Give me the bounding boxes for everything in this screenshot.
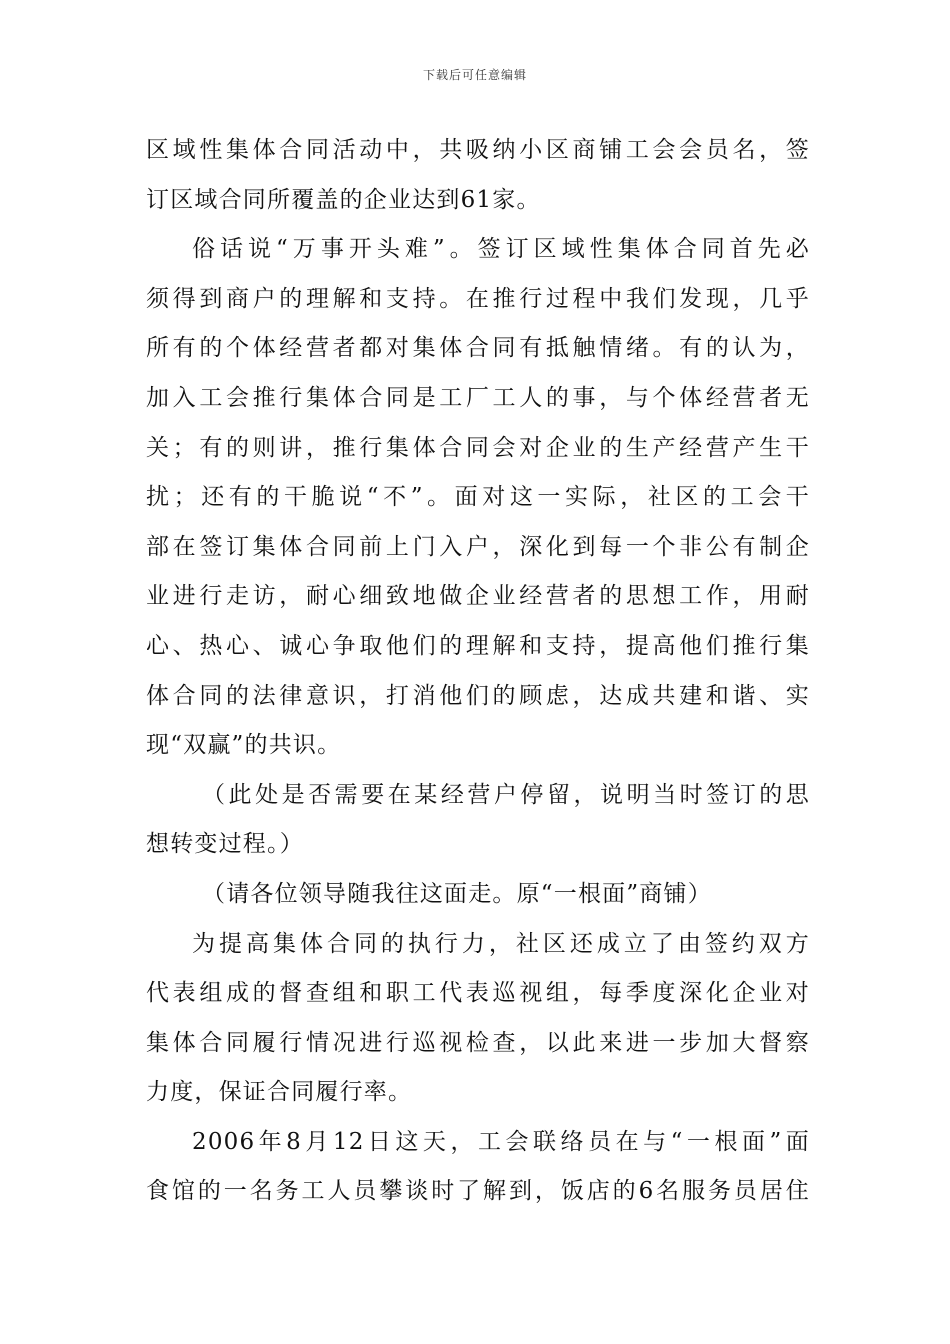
text-line: 为提高集体合同的执行力，社区还成立了由签约双方 xyxy=(192,930,810,957)
text-line: 俗话说“万事开头难”。签订区域性集体合同首先必 xyxy=(192,236,810,263)
text-line: 订区域合同所覆盖的企业达到61家。 xyxy=(146,186,541,213)
text-line: 食馆的一名务工人员攀谈时了解到，饭店的6名服务员居住 xyxy=(146,1178,810,1205)
text-line: 部在签订集体合同前上门入户，深化到每一个非公有制企 xyxy=(146,533,810,560)
text-line: 须得到商户的理解和支持。在推行过程中我们发现，几乎 xyxy=(146,285,810,312)
text-line: 体合同的法律意识，打消他们的顾虑，达成共建和谐、实 xyxy=(146,682,810,709)
text-line: 扰；还有的干脆说“不”。面对这一实际，社区的工会干 xyxy=(146,484,810,511)
text-line: 想转变过程。） xyxy=(146,831,304,858)
text-line: 区域性集体合同活动中，共吸纳小区商铺工会会员名，签 xyxy=(146,137,810,163)
text-line: 关；有的则讲，推行集体合同会对企业的生产经营产生干 xyxy=(146,434,810,461)
text-line: 2006年8月12日这天，工会联络员在与“一根面”面 xyxy=(192,1128,810,1155)
document-body xyxy=(146,126,810,1217)
page-header-note: 下载后可任意编辑 xyxy=(422,68,527,82)
text-line: 心、热心、诚心争取他们的理解和支持，提高他们推行集 xyxy=(146,632,810,659)
text-line: （请各位领导随我往这面走。原“一根面”商铺） xyxy=(202,880,712,907)
text-line: （此处是否需要在某经营户停留，说明当时签订的思 xyxy=(202,781,810,808)
text-line: 力度，保证合同履行率。 xyxy=(146,1079,413,1106)
text-line: 现“双赢”的共识。 xyxy=(146,732,342,759)
text-line: 集体合同履行情况进行巡视检查，以此来进一步加大督察 xyxy=(146,1029,810,1056)
text-line: 加入工会推行集体合同是工厂工人的事，与个体经营者无 xyxy=(146,384,810,411)
text-line: 代表组成的督查组和职工代表巡视组，每季度深化企业对 xyxy=(146,980,810,1007)
text-line: 业进行走访，耐心细致地做企业经营者的思想工作，用耐 xyxy=(146,583,810,610)
text-line: 所有的个体经营者都对集体合同有抵触情绪。有的认为， xyxy=(146,335,810,362)
